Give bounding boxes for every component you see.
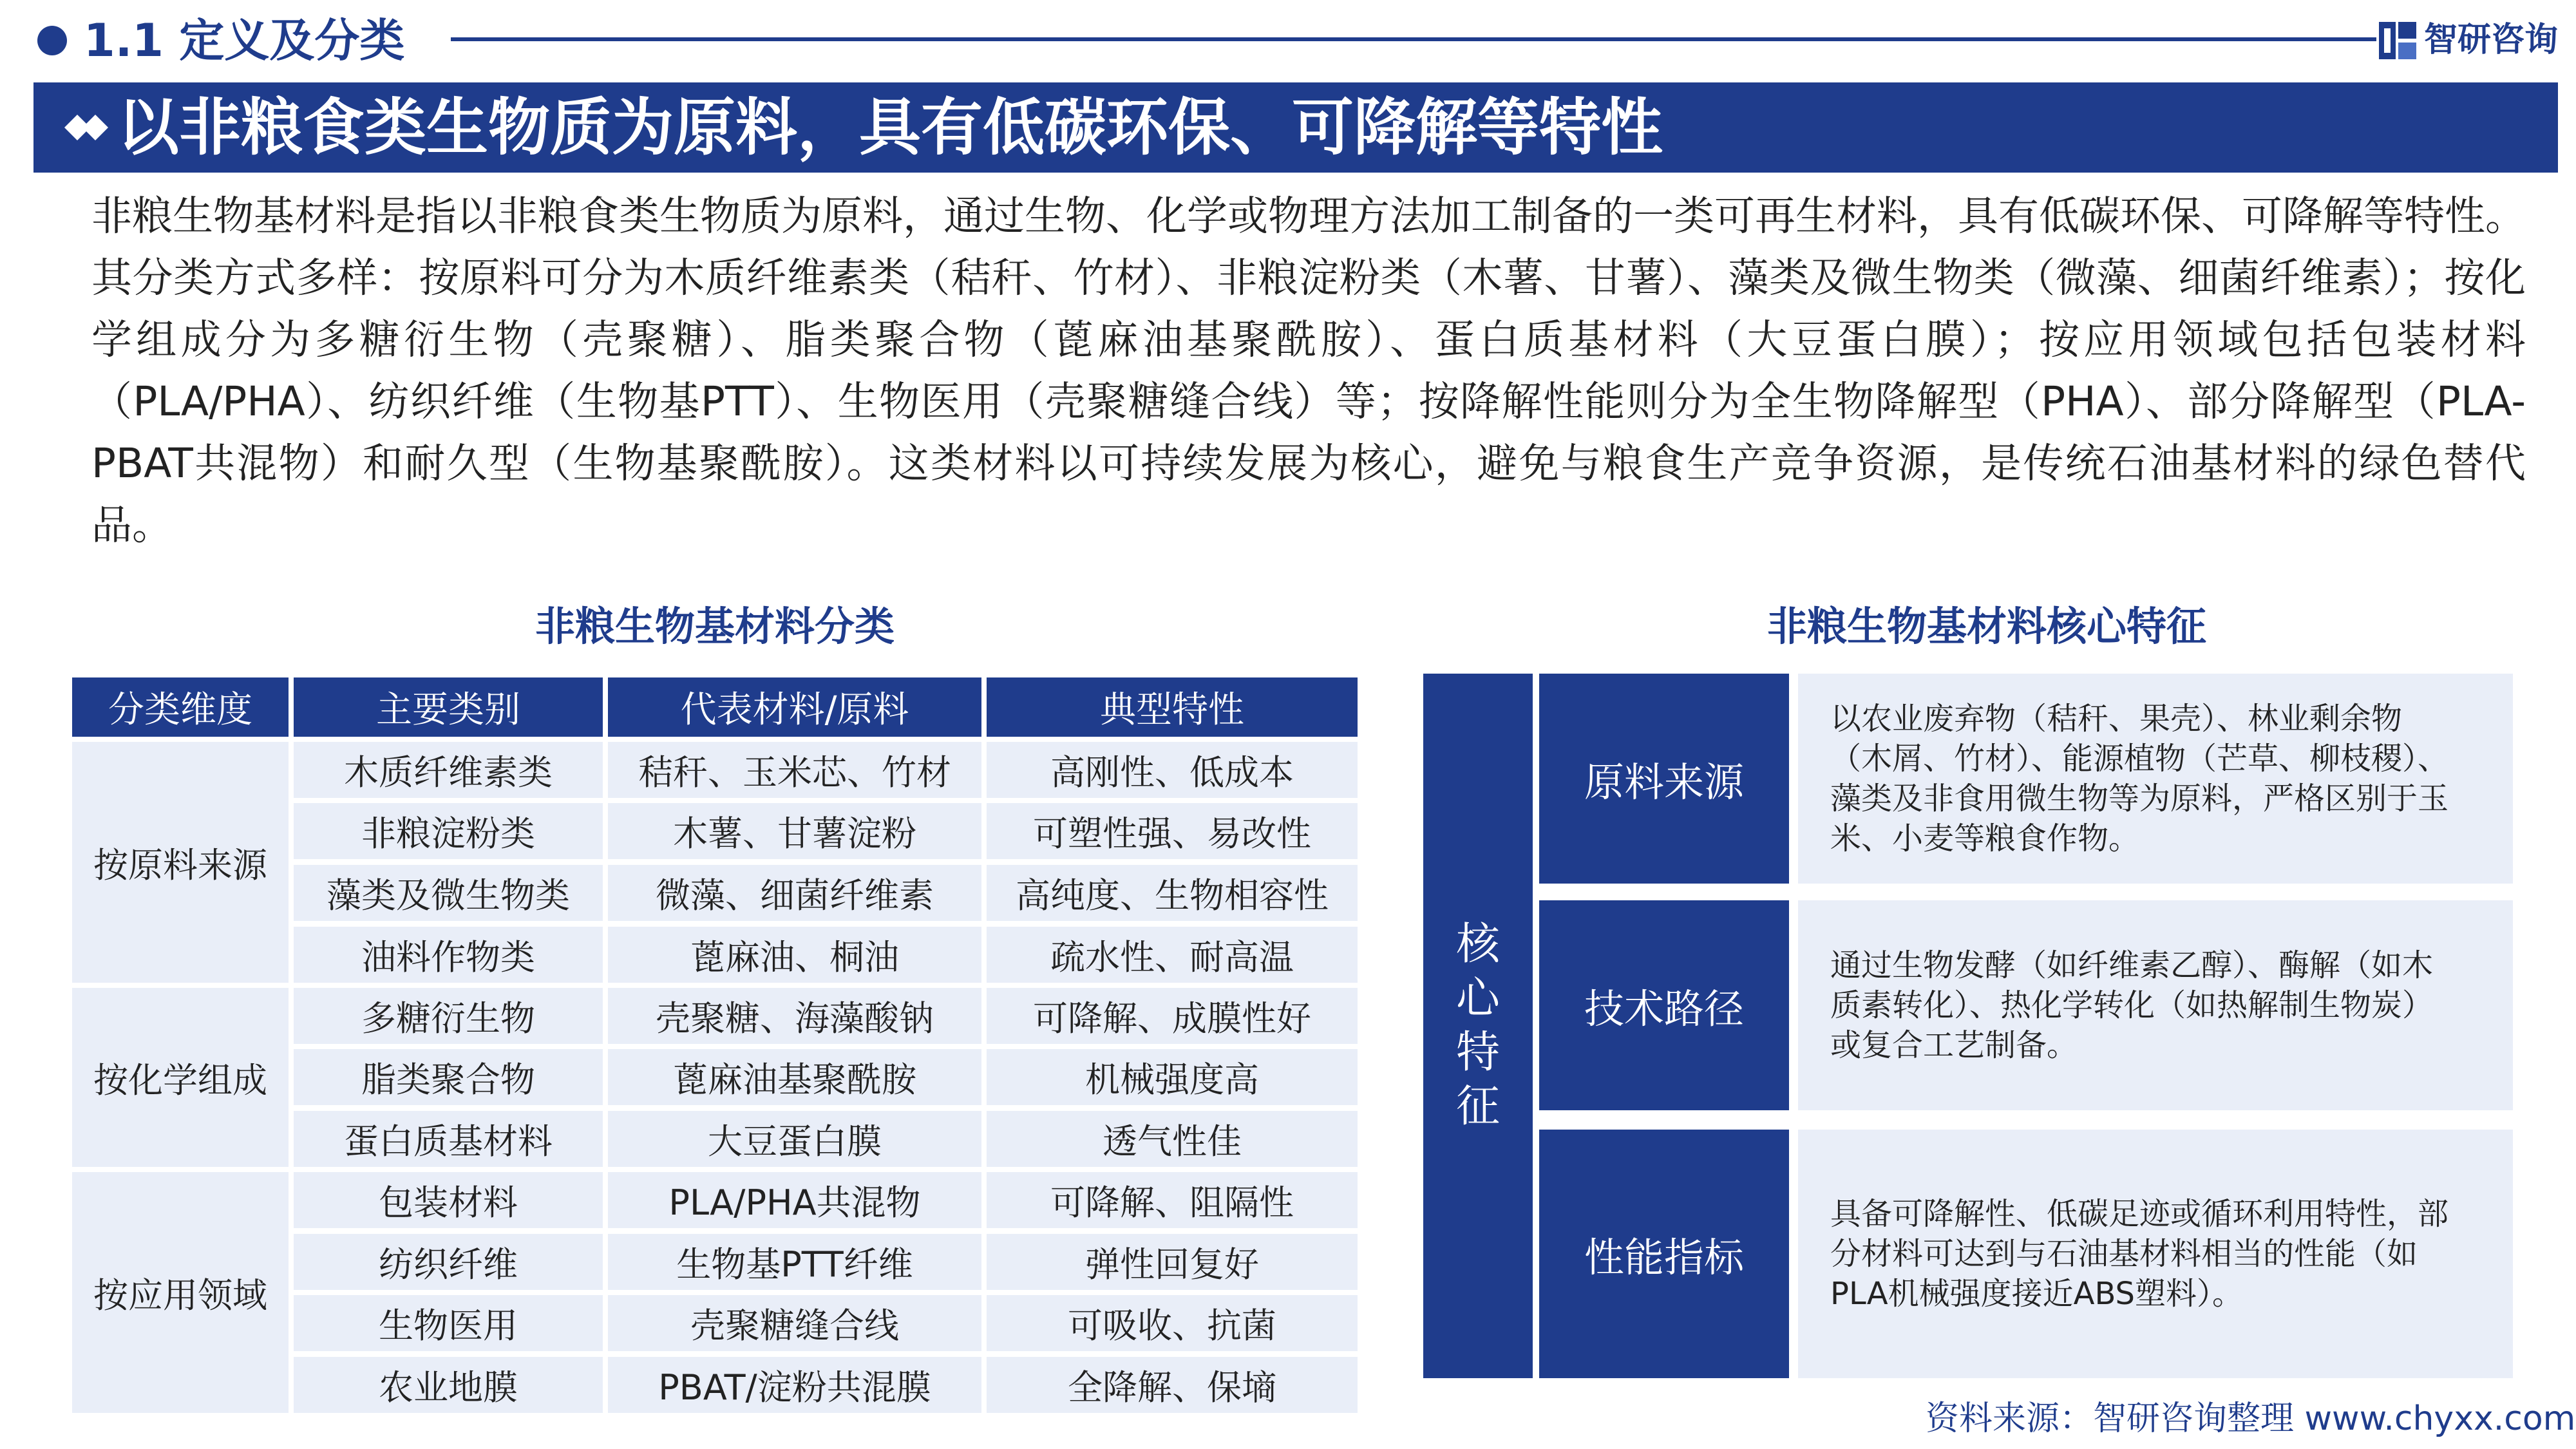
group-by-chemistry: 按化学组成 bbox=[72, 988, 289, 1167]
table-cell: 蛋白质基材料 bbox=[294, 1111, 603, 1167]
table-cell: 全降解、保墒 bbox=[987, 1357, 1358, 1413]
table-cell: 包装材料 bbox=[294, 1172, 603, 1228]
feature-desc-line: 藻类及非食用微生物等为原料，严格区别于玉 bbox=[1830, 781, 2449, 817]
core-label-char: 征 bbox=[1455, 1081, 1500, 1132]
table-cell: 农业地膜 bbox=[294, 1357, 603, 1413]
table-cell: 蓖麻油、桐油 bbox=[608, 927, 981, 983]
table-header-materials: 代表材料/原料 bbox=[608, 677, 981, 737]
table-cell: 弹性回复好 bbox=[987, 1234, 1358, 1290]
group-by-source: 按原料来源 bbox=[72, 742, 289, 983]
intro-paragraph: 非粮生物基材料是指以非粮食类生物质为原料，通过生物、化学或物理方法加工制备的一类可再生材料，具有低碳环保、可降解等特性。其分类方式多样：按原料可分为木质纤维素类（秸秆、竹材）、非粮淀粉类（木薯、甘薯）、藻类及微生物类（微藻、细菌纤维素）；按化学组成分为多糖衍生物（壳聚糖）、脂类聚合物（蓖麻油基聚酰胺）、蛋白质基材料（大豆蛋白膜）；按应用领域包括包装材料（PLA/PHA）、纺织纤维（生物基PTT）、生物医用（壳聚糖缝合线）等；按降解性能则分为全生物降解型（PHA）、部分降解型（PLA-PBAT共混物）和耐久型（生物基聚酰胺）。这类材料以可持续发展为核心，避免与粮食生产竞争资源，是传统石油基材料的绿色替代品。 bbox=[91, 193, 2526, 549]
core-label-char: 心 bbox=[1455, 973, 1500, 1024]
table-cell: 可吸收、抗菌 bbox=[987, 1295, 1358, 1351]
table-cell: 微藻、细菌纤维素 bbox=[608, 865, 981, 921]
feature-desc-performance bbox=[1798, 1130, 2513, 1378]
group-by-application: 按应用领域 bbox=[72, 1172, 289, 1413]
feature-desc-line: 通过生物发酵（如纤维素乙醇）、酶解（如木 bbox=[1830, 947, 2434, 983]
table-header-dimension: 分类维度 bbox=[72, 677, 289, 737]
table-cell: 生物医用 bbox=[294, 1295, 603, 1351]
table-cell: 木薯、甘薯淀粉 bbox=[608, 803, 981, 859]
classification-table-title: 非粮生物基材料分类 bbox=[535, 603, 895, 650]
feature-label-source: 原料来源 bbox=[1539, 674, 1789, 884]
table-cell: 木质纤维素类 bbox=[294, 742, 603, 798]
table-cell: 蓖麻油基聚酰胺 bbox=[608, 1049, 981, 1105]
section-bullet-icon bbox=[37, 26, 67, 55]
feature-desc-line: 质素转化）、热化学转化（如热解制生物炭） bbox=[1830, 987, 2434, 1023]
feature-label-performance: 性能指标 bbox=[1539, 1130, 1789, 1378]
header-divider bbox=[451, 37, 2376, 41]
table-cell: 透气性佳 bbox=[987, 1111, 1358, 1167]
table-cell: 大豆蛋白膜 bbox=[608, 1111, 981, 1167]
core-features-label bbox=[1423, 674, 1533, 1378]
table-cell: 疏水性、耐高温 bbox=[987, 927, 1358, 983]
feature-desc-source bbox=[1798, 674, 2513, 884]
table-cell: PLA/PHA共混物 bbox=[608, 1172, 981, 1228]
brand-logo-icon bbox=[2376, 19, 2419, 62]
table-cell: 非粮淀粉类 bbox=[294, 803, 603, 859]
table-cell: 可降解、阻隔性 bbox=[987, 1172, 1358, 1228]
feature-desc-line: 分材料可达到与石油基材料相当的性能（如 bbox=[1830, 1236, 2418, 1272]
table-cell: 生物基PTT纤维 bbox=[608, 1234, 981, 1290]
feature-desc-line: 或复合工艺制备。 bbox=[1830, 1027, 2078, 1063]
double-diamond-icon bbox=[50, 102, 115, 153]
banner-title: 以非粮食类生物质为原料，具有低碳环保、可降解等特性 bbox=[117, 91, 1663, 164]
table-cell: 壳聚糖缝合线 bbox=[608, 1295, 981, 1351]
table-header-category: 主要类别 bbox=[294, 677, 603, 737]
table-cell: PBAT/淀粉共混膜 bbox=[608, 1357, 981, 1413]
core-label-char: 核 bbox=[1455, 919, 1500, 970]
table-cell: 脂类聚合物 bbox=[294, 1049, 603, 1105]
table-cell: 壳聚糖、海藻酸钠 bbox=[608, 988, 981, 1044]
table-cell: 可塑性强、易改性 bbox=[987, 803, 1358, 859]
feature-desc-line: 以农业废弃物（秸秆、果壳）、林业剩余物 bbox=[1830, 701, 2403, 737]
brand-name: 智研咨询 bbox=[2424, 21, 2559, 59]
feature-desc-line: PLA机械强度接近ABS塑料）。 bbox=[1830, 1276, 2244, 1312]
table-cell: 可降解、成膜性好 bbox=[987, 988, 1358, 1044]
table-cell: 高纯度、生物相容性 bbox=[987, 865, 1358, 921]
section-title: 1.1 定义及分类 bbox=[84, 14, 405, 67]
feature-desc-line: 米、小麦等粮食作物。 bbox=[1830, 820, 2140, 857]
source-note: 资料来源：智研咨询整理 www.chyxx.com bbox=[1926, 1399, 2576, 1438]
table-header-properties: 典型特性 bbox=[987, 677, 1358, 737]
feature-label-technology: 技术路径 bbox=[1539, 900, 1789, 1110]
feature-desc-line: 具备可降解性、低碳足迹或循环利用特性，部 bbox=[1830, 1196, 2449, 1232]
core-label-char: 特 bbox=[1455, 1027, 1500, 1078]
table-cell: 高刚性、低成本 bbox=[987, 742, 1358, 798]
table-cell: 机械强度高 bbox=[987, 1049, 1358, 1105]
table-cell: 多糖衍生物 bbox=[294, 988, 603, 1044]
table-cell: 秸秆、玉米芯、竹材 bbox=[608, 742, 981, 798]
feature-desc-line: （木屑、竹材）、能源植物（芒草、柳枝稷）、 bbox=[1830, 741, 2449, 777]
feature-desc-technology bbox=[1798, 900, 2513, 1110]
core-features-title: 非粮生物基材料核心特征 bbox=[1766, 603, 2206, 650]
table-cell: 纺织纤维 bbox=[294, 1234, 603, 1290]
table-cell: 油料作物类 bbox=[294, 927, 603, 983]
table-cell: 藻类及微生物类 bbox=[294, 865, 603, 921]
